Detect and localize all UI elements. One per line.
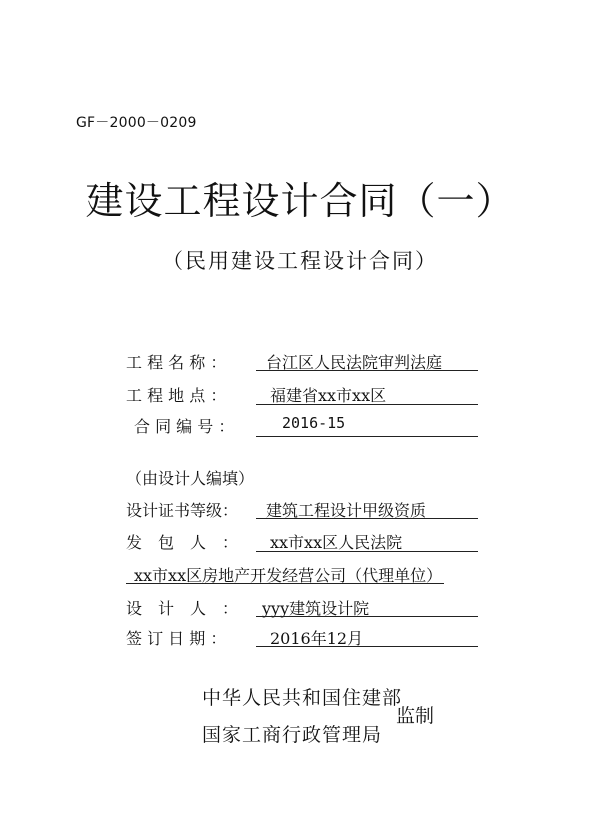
designer-label: 设 计 人 ： <box>126 599 239 618</box>
signing-date-label: 签 订 日 期 ： <box>126 629 227 648</box>
project-location-label: 工 程 地 点 ： <box>126 386 227 405</box>
signing-date-value: 2016年12月 <box>270 629 364 648</box>
agent-value: xx市xx区房地产开发经营公司（代理单位） <box>134 566 443 585</box>
designer-value: yyy建筑设计院 <box>262 599 370 618</box>
client-label: 发 包 人 ： <box>126 533 239 552</box>
contract-number-underline <box>256 436 478 437</box>
project-name-value: 台江区人民法院审判法庭 <box>266 353 443 372</box>
agent-underline <box>126 583 444 584</box>
supervise-mark: 监制 <box>396 705 435 727</box>
designer-underline <box>256 616 478 617</box>
signing-date-underline <box>256 646 478 647</box>
project-location-value: 福建省xx市xx区 <box>270 386 387 405</box>
contract-number-label: 合 同 编 号 ： <box>134 417 235 436</box>
certificate-level-value: 建筑工程设计甲级资质 <box>266 501 427 520</box>
client-value: xx市xx区人民法院 <box>270 533 403 552</box>
filled-by-designer-note: （由设计人编填） <box>126 469 255 488</box>
document-subtitle: （民用建设工程设计合同） <box>162 249 438 273</box>
client-underline <box>256 551 478 552</box>
certificate-level-underline <box>256 518 478 519</box>
document-code: GF－2000－0209 <box>76 115 197 131</box>
document-title: 建设工程设计合同（一） <box>85 179 515 223</box>
project-name-underline <box>256 370 478 371</box>
project-name-label: 工 程 名 称 ： <box>126 353 227 372</box>
issuer-ministry: 中华人民共和国住建部 <box>202 687 403 709</box>
contract-number-value: 2016-15 <box>282 414 346 432</box>
project-location-underline <box>256 404 478 405</box>
certificate-level-label: 设计证书等级： <box>126 501 239 520</box>
issuer-administration: 国家工商行政管理局 <box>202 724 383 746</box>
